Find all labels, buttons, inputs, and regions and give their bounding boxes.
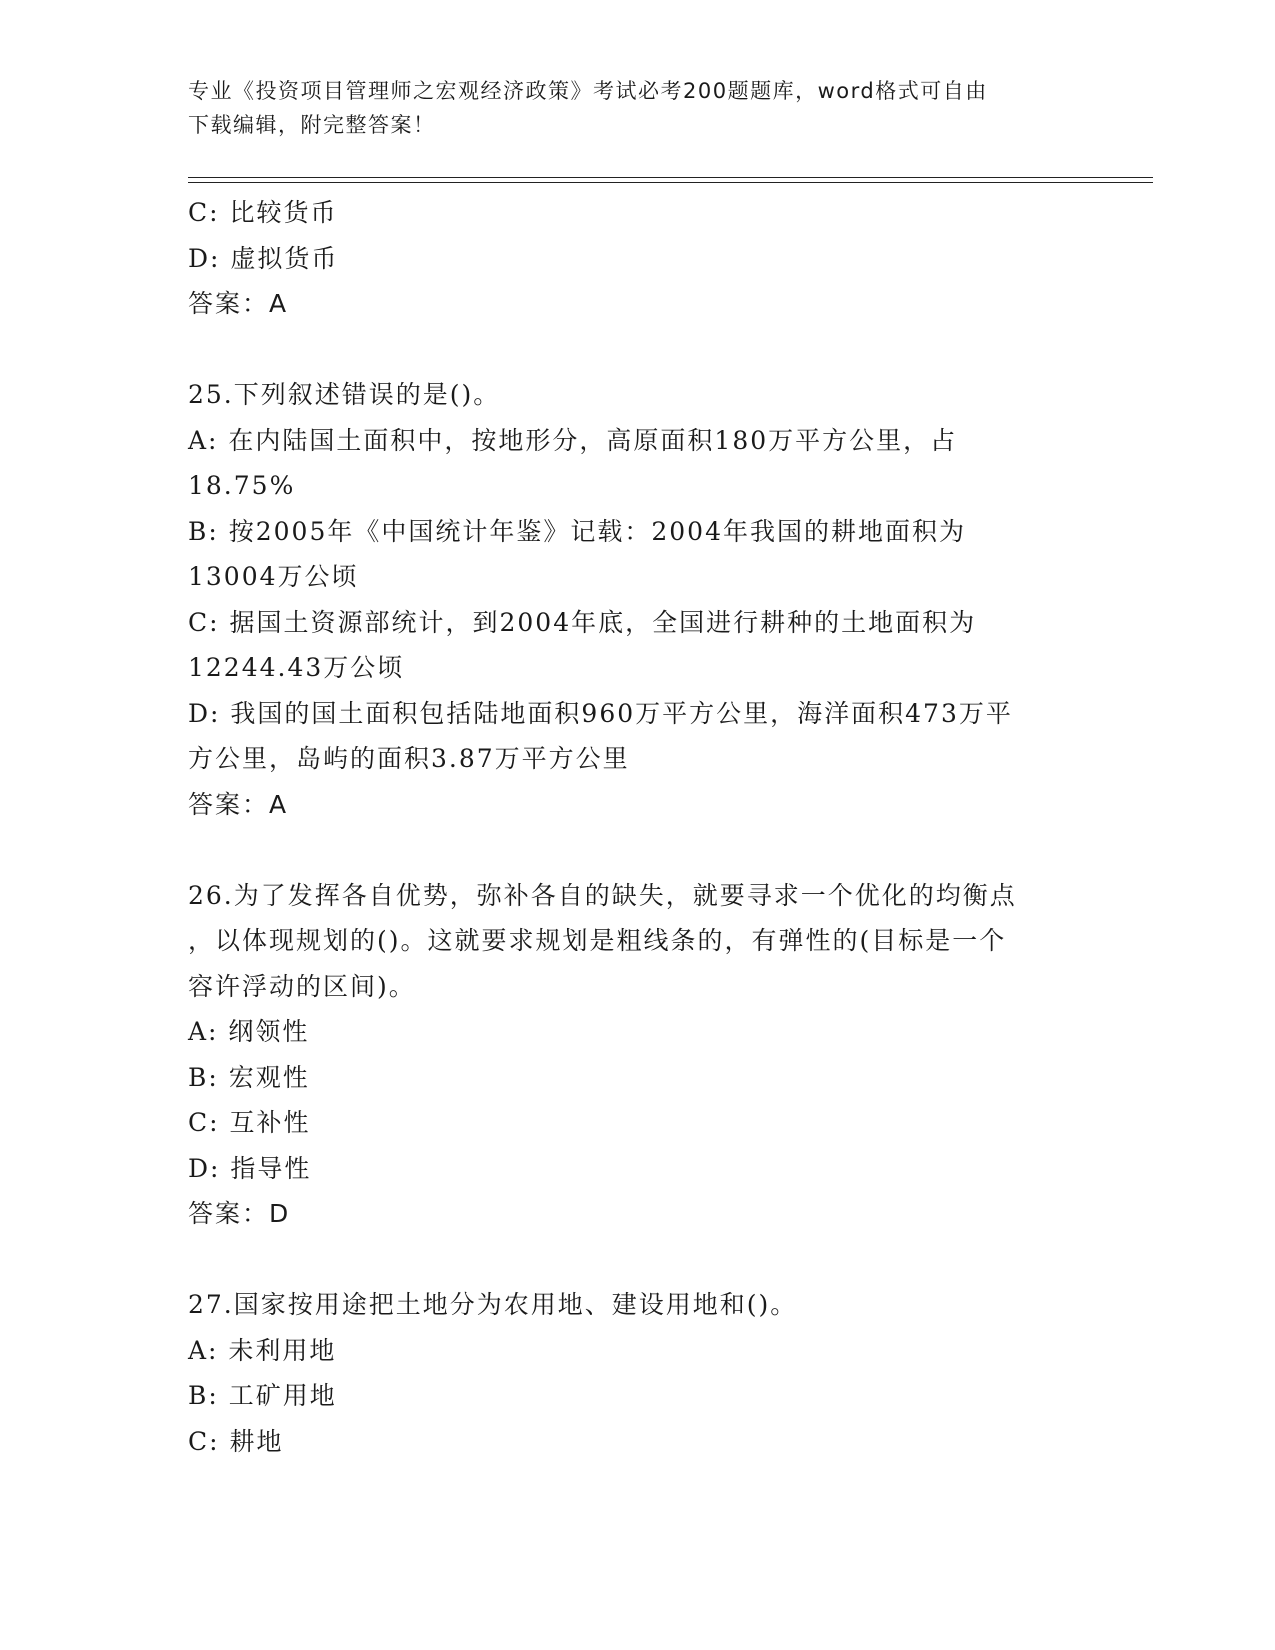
option-a-line-1: A: 在内陆国土面积中，按地形分，高原面积180万平方公里，占 xyxy=(188,425,958,455)
question-stem-line-3: 容许浮动的区间)。 xyxy=(188,971,416,1001)
option-d: D: 指导性 xyxy=(188,1153,312,1183)
option-a: A: 纲领性 xyxy=(188,1017,310,1046)
spacer xyxy=(188,1237,1088,1283)
question-stem: 25.下列叙述错误的是()。 xyxy=(188,380,501,409)
option-c: C: 耕地 xyxy=(188,1426,284,1456)
header-line-2: 下载编辑，附完整答案！ xyxy=(188,113,436,137)
prev-answer: 答案：A xyxy=(188,289,289,318)
prev-option-c: C: 比较货币 xyxy=(188,198,338,227)
spacer xyxy=(188,327,1088,373)
header-divider-top xyxy=(188,177,1153,178)
option-b: B: 宏观性 xyxy=(188,1062,310,1092)
answer: 答案：A xyxy=(188,789,289,819)
question-27 xyxy=(188,1282,1088,1464)
spacer xyxy=(188,827,1088,873)
option-c-line-2: 12244.43万公顷 xyxy=(188,653,405,682)
option-c: C: 互补性 xyxy=(188,1108,311,1137)
option-d-line-2: 方公里，岛屿的面积3.87万平方公里 xyxy=(188,744,630,773)
question-25 xyxy=(188,372,1088,827)
header-line-1: 专业《投资项目管理师之宏观经济政策》考试必考200题题库，word格式可自由 xyxy=(188,79,988,103)
option-b: B: 工矿用地 xyxy=(188,1381,337,1410)
question-stem-line-2: ，以体现规划的()。这就要求规划是粗线条的，有弹性的(目标是一个 xyxy=(188,926,1007,955)
question-stem: 27.国家按用途把土地分为农用地、建设用地和()。 xyxy=(188,1290,798,1319)
option-a: A: 未利用地 xyxy=(188,1335,337,1365)
question-26 xyxy=(188,873,1088,1237)
option-b-line-2: 13004万公顷 xyxy=(188,562,359,591)
option-c-line-1: C: 据国土资源部统计，到2004年底，全国进行耕种的土地面积为 xyxy=(188,607,977,637)
prev-option-d: D: 虚拟货币 xyxy=(188,243,339,273)
page-header xyxy=(188,74,1068,142)
document-body xyxy=(188,190,1088,1464)
question-stem-line-1: 26.为了发挥各自优势，弥补各自的缺失，就要寻求一个优化的均衡点 xyxy=(188,880,1017,910)
option-b-line-1: B: 按2005年《中国统计年鉴》记载：2004年我国的耕地面积为 xyxy=(188,516,966,546)
answer: 答案：D xyxy=(188,1199,291,1228)
option-d-line-1: D: 我国的国土面积包括陆地面积960万平方公里，海洋面积473万平 xyxy=(188,698,1013,728)
option-a-line-2: 18.75% xyxy=(188,471,296,500)
header-divider-bottom xyxy=(188,182,1153,183)
